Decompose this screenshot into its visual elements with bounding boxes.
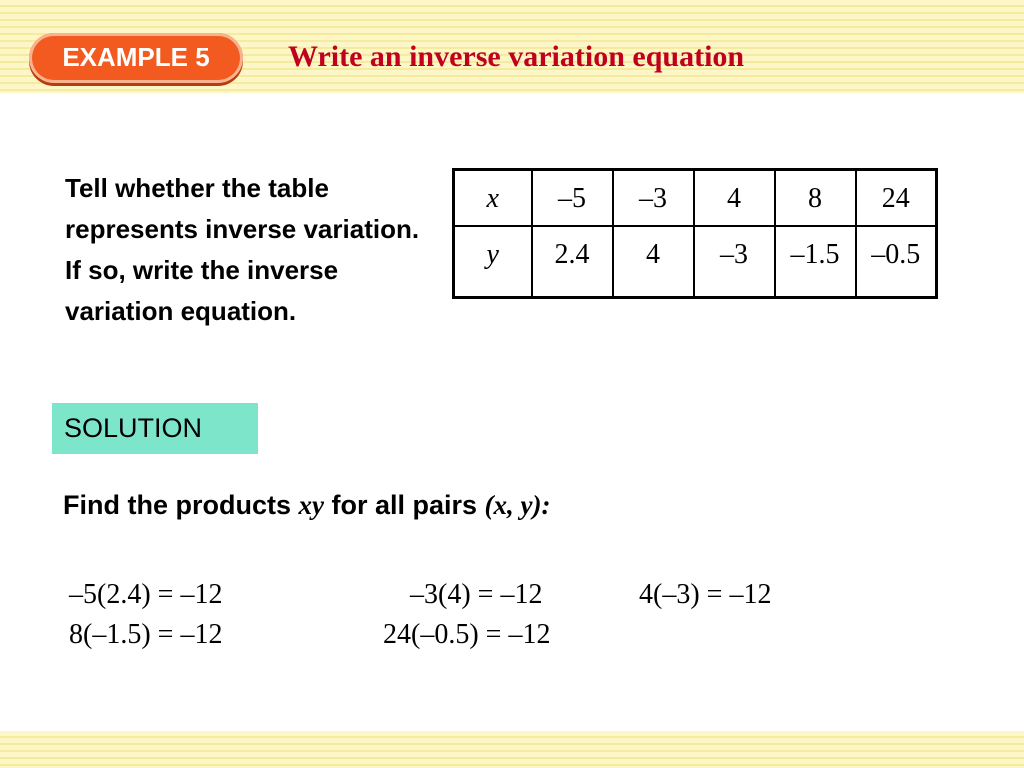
product-5: 24(–0.5) = –12: [383, 619, 551, 650]
problem-prompt: Tell whether the table represents inverse variation. If so, write the inverse variation equation.: [65, 173, 420, 326]
y-cell: 4: [613, 226, 694, 298]
product-3: 4(–3) = –12: [639, 579, 772, 610]
x-header: x: [454, 170, 532, 226]
y-cell: –3: [694, 226, 775, 298]
x-cell: 8: [775, 170, 856, 226]
x-cell: –5: [532, 170, 613, 226]
x-cell: 4: [694, 170, 775, 226]
x-cell: 24: [856, 170, 937, 226]
y-cell: –1.5: [775, 226, 856, 298]
xy-table: [452, 168, 938, 299]
footer-band: [0, 731, 1024, 768]
product-1: –5(2.4) = –12: [69, 579, 223, 610]
find-text-1: Find the products: [63, 490, 299, 520]
page-title: Write an inverse variation equation: [288, 40, 745, 73]
y-header: y: [454, 226, 532, 298]
solution-label: SOLUTION: [52, 403, 258, 454]
y-cell: –0.5: [856, 226, 937, 298]
xy-term: xy: [298, 490, 324, 520]
example-badge: EXAMPLE 5: [29, 33, 243, 83]
product-4: 8(–1.5) = –12: [69, 619, 223, 650]
table-row-y: [454, 226, 937, 298]
table-row-x: [454, 170, 937, 226]
x-cell: –3: [613, 170, 694, 226]
find-text-2: for all pairs: [323, 490, 485, 520]
find-products-line: [63, 490, 551, 521]
y-cell: 2.4: [532, 226, 613, 298]
product-2: –3(4) = –12: [410, 579, 543, 610]
pair-term: (x, y):: [484, 490, 551, 520]
